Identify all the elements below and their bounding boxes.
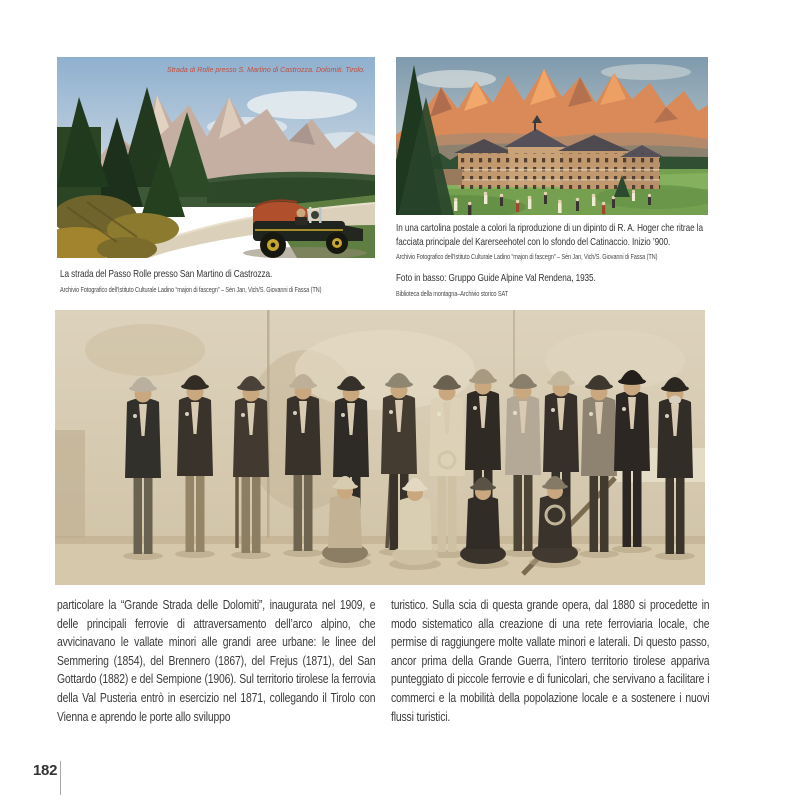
page-number-rule [60, 761, 61, 795]
caption-left-text: La strada del Passo Rolle presso San Martino di Castrozza. [60, 268, 273, 280]
caption-right-credit: Archivio Fotografico dell’Istituto Culturale Ladino “majon di fascegn” – Sèn Jan, Vich/S. Giovanni di Fassa (TN) [396, 252, 658, 261]
caption-left-postcard [60, 268, 378, 294]
body-text-right-column: turistico. Sulla scia di questa grande opera, dal 1880 si procedette in modo sistematico alla creazione di una rete ferroviaria locale, che permise di raggiungere molte vallate minori e laterali. Di questo passo, ancor prima della Grande Guerra, l’intero territorio tirolese appariva punteggiato di piccole ferrovie e di funicolari, che servivano a facilitare i commerci e la mobilità della popolazione locale e a sostenere i nuovi flussi turistici. [391, 597, 710, 724]
postcard-karerseehotel-art [396, 57, 708, 215]
caption-photo-text: Foto in basso: Gruppo Guide Alpine Val Rendena, 1935. [396, 272, 596, 284]
postcard-passo-rolle-art [57, 57, 375, 258]
caption-right-postcard [396, 222, 714, 298]
postcard-karerseehotel-image [396, 57, 708, 215]
caption-right-text: In una cartolina postale a colori la riproduzione di un dipinto di R. A. Hoger che ritrae la facciata principale del Karerseehotel con lo sfondo del Catinaccio. Inizio ’900. [396, 222, 703, 248]
page-number: 182 [33, 762, 58, 779]
postcard-passo-rolle-image [57, 57, 375, 258]
caption-left-credit: Archivio Fotografico dell’Istituto Culturale Ladino “majon di fascegn” – Sèn Jan, Vich/S. Giovanni di Fassa (TN) [60, 284, 322, 294]
caption-photo-credit: Biblioteca della montagna–Archivio storico SAT [396, 288, 509, 298]
postcard-left-overlay-title: Strada di Rolle presso S. Martino di Castrozza. Dolomiti. Tirolo. [167, 67, 366, 74]
group-photo-image [55, 310, 705, 585]
body-text-left-column: particolare la “Grande Strada delle Dolomiti”, inaugurata nel 1909, e delle principali ferrovie di attraversamento dell’arco alpino, che avvicinavano le vallate minori alle grandi aree urbane: le linee del Semmering (1854), del Brennero (1867), del Frejus (1871), del San Gottardo (1882) e del Sempione (1906). Sul territorio tirolese la ferrovia della Val Pusteria entrò in esercizio nel 1871, collegando il Tirolo con Vienna e aprendo le porte allo sviluppo [57, 597, 376, 724]
group-photo-art [55, 310, 705, 585]
